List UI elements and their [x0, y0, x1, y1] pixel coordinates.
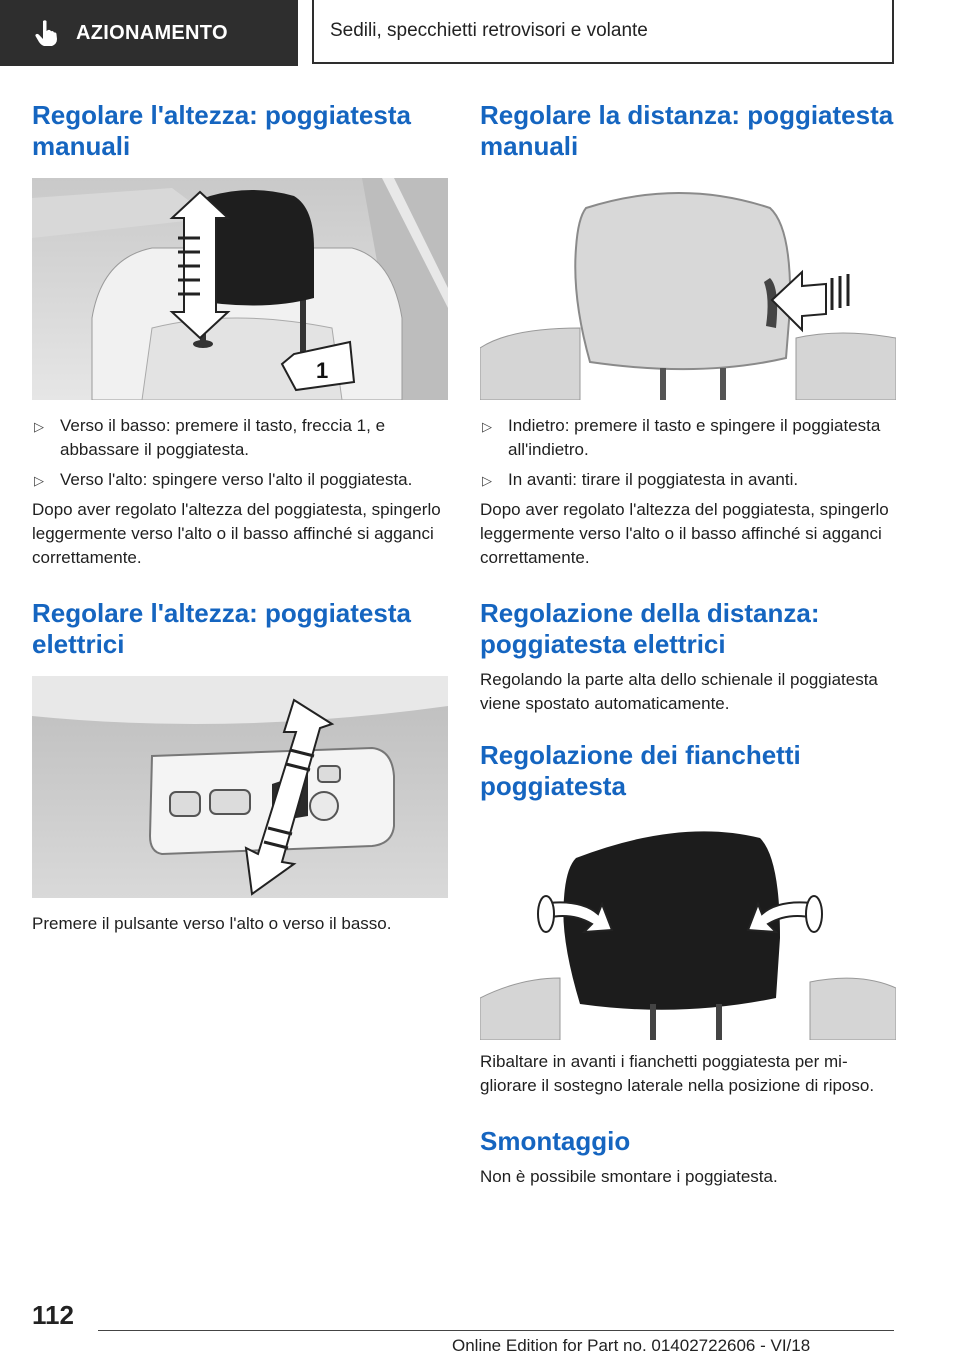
section-title-manual-distance: Regolare la distanza: poggiatesta manuali	[480, 100, 894, 161]
paragraph-headrest-wings: Ribaltare in avanti i fianchetti poggiatesta per migliorare il sostegno laterale nella posizione di riposo.	[480, 1052, 875, 1095]
paragraph-adjust-note: Dopo aver regolato l'altezza del poggiatesta, spingerlo leggermente verso l'alto o il basso affinché si agganci correttamente.	[480, 500, 889, 567]
triangle-right-icon: ▷	[482, 419, 492, 434]
figure-manual-headrest-height	[32, 178, 448, 400]
page-number: 112	[32, 1300, 74, 1330]
figure-manual-headrest-distance	[480, 178, 896, 400]
hand-pointer-icon	[34, 19, 58, 47]
figure-headrest-wings	[480, 818, 896, 1040]
section-tab[interactable]	[0, 0, 298, 66]
section-title-removal: Smontaggio	[480, 1126, 631, 1156]
section-title-electric-height: Regolare l'altezza: poggiatesta elettrici	[32, 598, 411, 659]
paragraph-adjust-note: Dopo aver regolato l'altezza del poggiatesta, spingerlo leggermente verso l'alto o il basso affinché si agganci correttamente.	[32, 500, 441, 567]
list-item: ▷ Indietro: premere il tasto e spingere il poggiatesta all'indietro.	[482, 416, 881, 459]
section-title-electric-distance: Regolazione della distanza: poggiatesta elettrici	[480, 598, 820, 659]
chapter-tab[interactable]	[312, 0, 894, 64]
figure-seat-switch	[32, 676, 448, 898]
triangle-right-icon: ▷	[34, 419, 44, 434]
paragraph-removal: Non è possibile smontare i poggiatesta.	[480, 1167, 778, 1186]
page-header	[0, 0, 960, 66]
triangle-right-icon: ▷	[482, 473, 492, 488]
left-column	[32, 100, 448, 936]
footer-divider	[98, 1330, 894, 1331]
footer-edition: Online Edition for Part no. 01402722606 - VI/18	[452, 1336, 811, 1355]
bullet-list-manual-distance	[480, 414, 896, 492]
triangle-right-icon: ▷	[34, 473, 44, 488]
section-title-manual-height: Regolare l'altezza: poggiatesta manuali	[32, 100, 411, 161]
list-item: ▷ In avanti: tirare il poggiatesta in avanti.	[480, 468, 896, 492]
section-title-headrest-wings: Regolazione dei fianchetti poggiatesta	[480, 740, 801, 801]
section-label: AZIONAMENTO	[76, 21, 228, 44]
figure-callout-1: 1	[316, 358, 329, 383]
chapter-title: Sedili, specchietti retrovisori e volante	[330, 20, 648, 41]
paragraph-electric-distance: Regolando la parte alta dello schienale il poggiatesta viene spostato automaticamente.	[480, 670, 878, 713]
list-item: ▷ Verso l'alto: spingere verso l'alto il poggiatesta.	[32, 468, 448, 492]
right-column	[480, 100, 896, 1189]
caption-seat-switch: Premere il pulsante verso l'alto o verso il basso.	[32, 914, 392, 933]
list-item: ▷ Verso il basso: premere il tasto, freccia 1, e abbassare il poggiatesta.	[34, 416, 386, 459]
bullet-list-manual-height	[32, 414, 448, 492]
